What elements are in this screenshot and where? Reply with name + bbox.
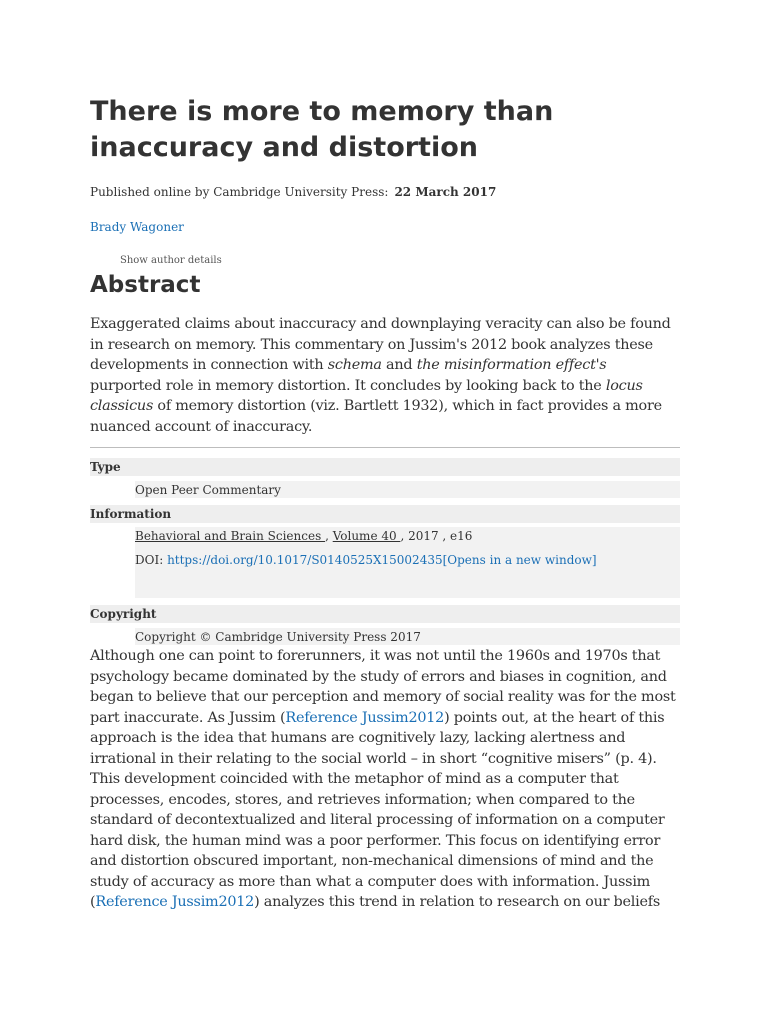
body-paragraph <box>90 646 680 913</box>
doi-line <box>135 552 680 568</box>
show-author-details-button[interactable]: Show author details <box>120 255 222 266</box>
abstract-part: of memory distortion (viz. Bartlett 1932), which in fact provides a more nuanced account of inaccuracy. <box>90 398 662 435</box>
information-label: Information <box>90 505 680 523</box>
body-text-part: ) points out, at the heart of this approach is the idea that humans are cognitively lazy, lacking alertness and irrational in their relating to the social world – in short “cognitive misers” (p. 4). This development coincided with the metaphor of mind as a computer that processes, encodes, stores, and retrieves information; when compared to the standard of decontextualized and literal processing of information on a computer hard disk, the human mind was a poor performer. This focus on identifying error and distortion obscured important, non-mechanical dimensions of mind and the study of accuracy as more than what a computer does with information. Jussim ( <box>90 709 665 910</box>
abstract-part: Exaggerated claims about inaccuracy and downplaying veracity can also be found in research on memory. This commentary on Jussim's 2012 book analyzes these developments in connection with <box>90 316 671 374</box>
doi-link[interactable]: https://doi.org/10.1017/S0140525X15002435[Opens in a new window] <box>167 553 597 567</box>
year-article: , 2017 , e16 <box>400 529 473 543</box>
journal-link[interactable]: Behavioral and Brain Sciences <box>135 529 326 543</box>
publication-info <box>90 185 496 199</box>
abstract-emphasis: locus classicus <box>90 377 643 415</box>
copyright-label: Copyright <box>90 605 680 623</box>
published-label: Published online by Cambridge University Press: <box>90 185 389 199</box>
abstract-emphasis: the misinformation effect's <box>416 357 607 374</box>
published-date: 22 March 2017 <box>394 185 497 199</box>
type-value: Open Peer Commentary <box>135 481 680 498</box>
divider <box>90 447 680 448</box>
type-label: Type <box>90 458 680 476</box>
abstract-text <box>90 314 680 438</box>
abstract-emphasis: schema <box>327 357 382 374</box>
reference-link[interactable]: Reference Jussim2012 <box>95 894 255 910</box>
citation-line: Behavioral and Brain Sciences , Volume 40 , 2017 , e16 <box>135 529 473 543</box>
body-text-part: ) analyzes this trend in relation to research on our beliefs <box>254 894 660 910</box>
abstract-part: and <box>381 357 417 374</box>
reference-link[interactable]: Reference Jussim2012 <box>285 709 445 726</box>
doi-label: DOI: <box>135 553 168 567</box>
abstract-heading: Abstract <box>90 272 201 298</box>
copyright-value: Copyright © Cambridge University Press 2017 <box>135 628 680 645</box>
author-link[interactable]: Brady Wagoner <box>90 220 184 234</box>
abstract-part: purported role in memory distortion. It concludes by looking back to the <box>90 377 606 394</box>
body-text-part: Although one can point to forerunners, it was not until the 1960s and 1970s that psychology became dominated by the study of errors and biases in cognition, and began to believe that our perception and memory of social reality was for the most part inaccurate. As Jussim ( <box>90 648 676 726</box>
information-block <box>135 527 680 598</box>
volume-link[interactable]: Volume 40 <box>332 529 401 543</box>
article-title: There is more to memory than inaccuracy and distortion <box>90 96 554 163</box>
